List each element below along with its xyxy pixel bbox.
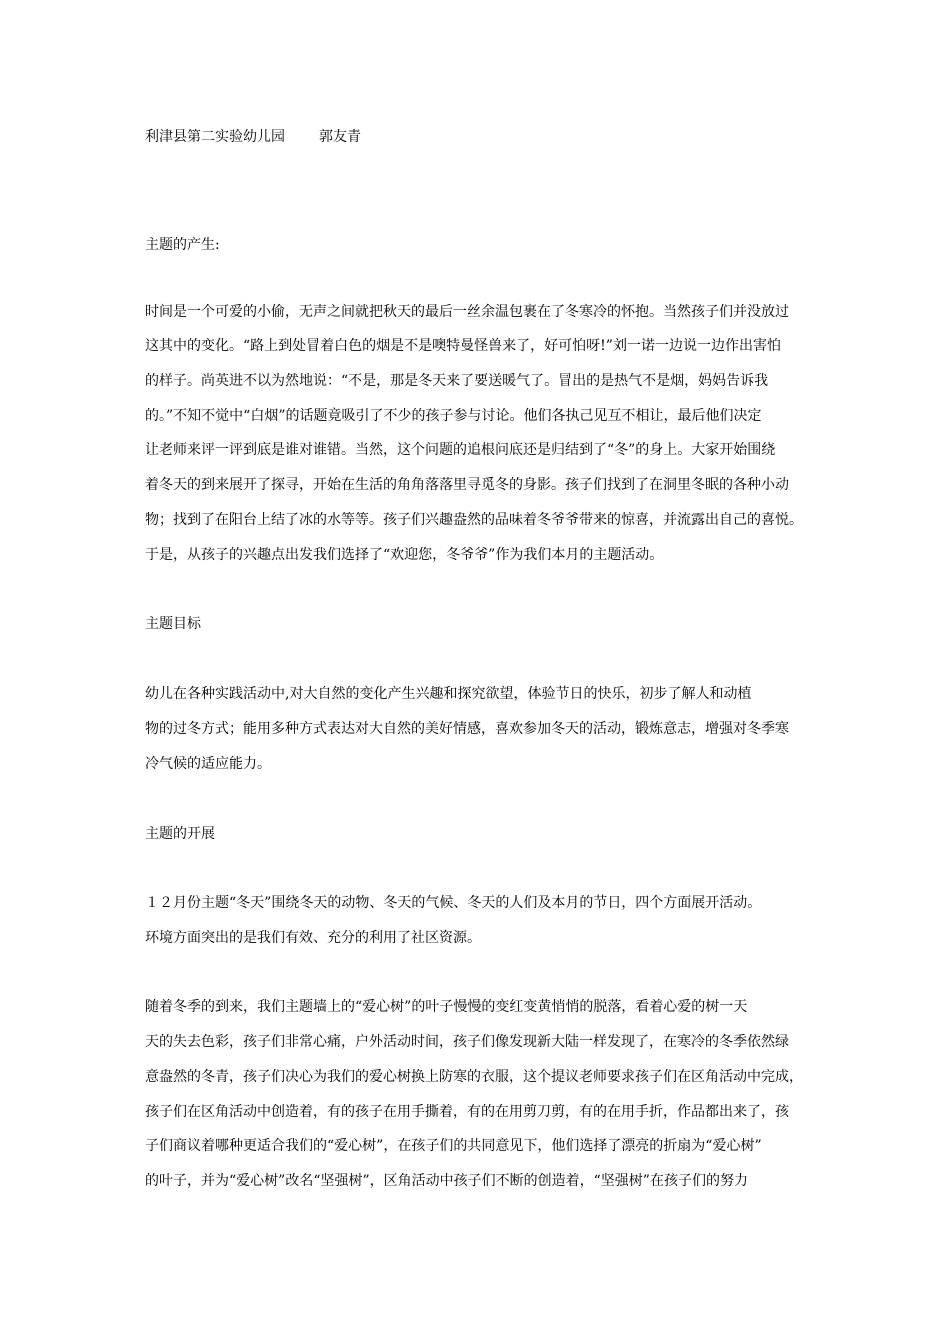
paragraph-line: 幼儿在各种实践活动中,对大自然的变化产生兴趣和探究欲望，体验节日的快乐，初步了解人和动植 bbox=[145, 686, 752, 702]
author-name: 郭友青 bbox=[319, 129, 361, 145]
section-heading-goal: 主题目标 bbox=[145, 616, 201, 632]
paragraph-line: 的样子。尚英进不以为然地说：“不是，那是冬天来了要送暖气了。冒出的是热气不是烟，妈妈告诉我 bbox=[145, 373, 769, 389]
paragraph-line: 让老师来评一评到底是谁对谁错。当然，这个问题的追根问底还是归结到了“冬”的身上。大家开始围绕 bbox=[145, 442, 776, 458]
paragraph-line: 孩子们在区角活动中创造着，有的孩子在用手撕着，有的在用剪刀剪，有的在用手折，作品都出来了，孩 bbox=[145, 1104, 789, 1120]
paragraph-line: 时间是一个可爱的小偷，无声之间就把秋天的最后一丝余温包裹在了冬寒冷的怀抱。当然孩子们并没放过 bbox=[145, 304, 789, 320]
school-name: 利津县第二实验幼儿园 bbox=[145, 129, 285, 145]
paragraph-line: 冷气候的适应能力。 bbox=[145, 756, 271, 772]
author-line bbox=[145, 128, 825, 146]
paragraph-line: １２月份主题“冬天”围绕冬天的动物、冬天的气候、冬天的人们及本月的节日，四个方面展开活动。 bbox=[145, 895, 762, 911]
paragraph-line: 的叶子，并为“爱心树”改名“坚强树”，区角活动中孩子们不断的创造着，“坚强树”在孩子们的努力 bbox=[145, 1173, 748, 1189]
paragraph-line: 这其中的变化。“路上到处冒着白色的烟是不是噢特曼怪兽来了，好可怕呀!”刘一诺一边说一边作出害怕 bbox=[145, 338, 781, 354]
paragraph-line: 物；找到了在阳台上结了冰的水等等。孩子们兴趣盎然的品味着冬爷爷带来的惊喜，并流露出自己的喜悦。 bbox=[145, 512, 803, 528]
paragraph-line: 于是，从孩子的兴趣点出发我们选择了“欢迎您，冬爷爷”作为我们本月的主题活动。 bbox=[145, 547, 664, 563]
paragraph-line: 意盎然的冬青，孩子们决心为我们的爱心树换上防寒的衣服，这个提议老师要求孩子们在区角活动中完成， bbox=[145, 1069, 803, 1085]
paragraph-line: 随着冬季的到来，我们主题墙上的“爱心树”的叶子慢慢的变红变黄悄悄的脱落，看着心爱的树一天 bbox=[145, 999, 748, 1015]
paragraph-line: 物的过冬方式；能用多种方式表达对大自然的美好情感，喜欢参加冬天的活动，锻炼意志，增强对冬季寒 bbox=[145, 721, 789, 737]
section-heading-origin: 主题的产生: bbox=[145, 237, 220, 253]
paragraph-line: 环境方面突出的是我们有效、充分的利用了社区资源。 bbox=[145, 930, 481, 946]
paragraph-line: 的。”不知不觉中“白烟”的话题竟吸引了不少的孩子参与讨论。他们各执己见互不相让，最后他们决定 bbox=[145, 408, 762, 424]
paragraph-line: 天的失去色彩，孩子们非常心痛，户外活动时间，孩子们像发现新大陆一样发现了，在寒冷的冬季依然绿 bbox=[145, 1034, 789, 1050]
paragraph-line: 子们商议着哪种更适合我们的“爱心树”，在孩子们的共同意见下，他们选择了漂亮的折扇为“爱心树” bbox=[145, 1138, 762, 1154]
section-heading-development: 主题的开展 bbox=[145, 826, 215, 842]
paragraph-line: 着冬天的到来展开了探寻，开始在生活的角角落落里寻觅冬的身影。孩子们找到了在洞里冬眠的各种小动 bbox=[145, 477, 789, 493]
